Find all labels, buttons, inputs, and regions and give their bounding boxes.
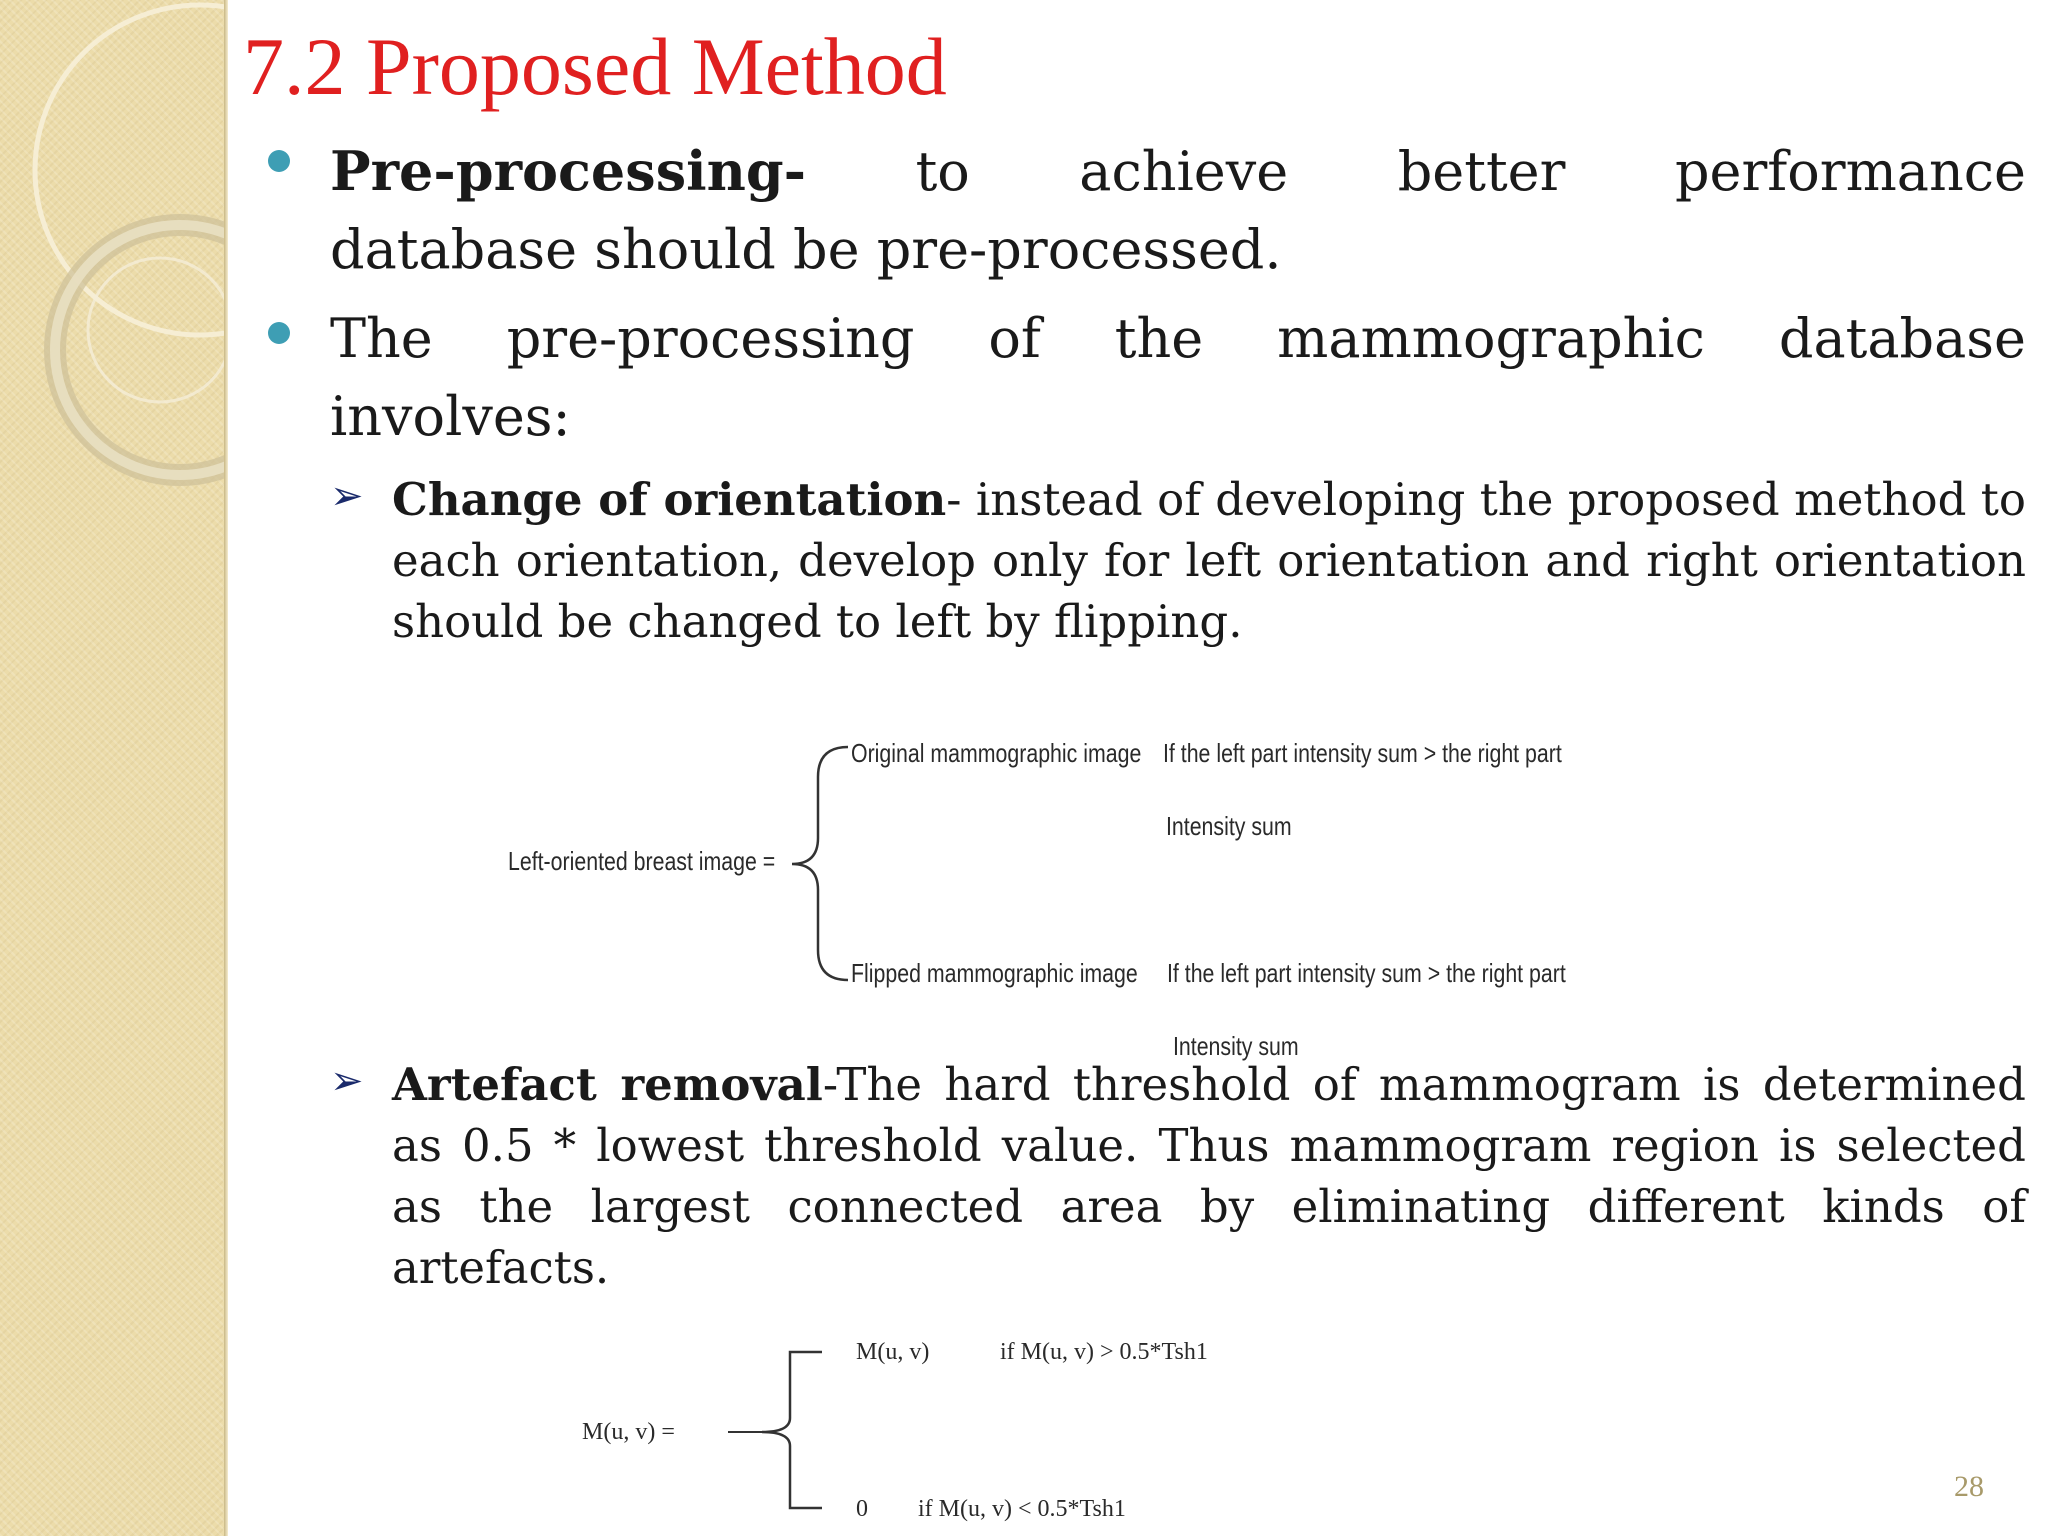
bullet-word: The bbox=[330, 307, 433, 370]
bullet-line: database should be pre-processed. bbox=[330, 218, 1282, 281]
bullet-word: the bbox=[1114, 307, 1204, 370]
sub-bullet-text: -The hard threshold of mammogram is determined as 0.5 * lowest threshold value. Thus mammogram region is selected as the largest connected area by eliminating different kinds of artefacts. bbox=[392, 1058, 2026, 1294]
bullet-word: to bbox=[915, 140, 970, 203]
orientation-case1-condition: If the left part intensity sum > the right part bbox=[1163, 738, 1562, 768]
orientation-case2-condition-cont: Intensity sum bbox=[1173, 1031, 1299, 1061]
bullet-line: involves: bbox=[330, 385, 571, 448]
orientation-case1-condition-cont: Intensity sum bbox=[1166, 811, 1292, 841]
equation-lhs: M(u, v) = bbox=[582, 1419, 675, 1445]
page-title: 7.2 Proposed Method bbox=[243, 21, 947, 112]
bullet-word: mammographic bbox=[1277, 307, 1705, 370]
bullet-bold-term: Pre-processing- bbox=[330, 139, 807, 203]
arrow-bullet-icon: ➢ bbox=[330, 1058, 364, 1104]
arrow-bullet-icon: ➢ bbox=[330, 473, 364, 519]
sub-bullet-bold-term: Change of orientation bbox=[392, 473, 947, 526]
orientation-case2-condition: If the left part intensity sum > the right part bbox=[1167, 958, 1566, 988]
orientation-lhs: Left-oriented breast image = bbox=[508, 846, 776, 876]
equation-case1-condition: if M(u, v) > 0.5*Tsh1 bbox=[1000, 1339, 1208, 1365]
bullet-word: of bbox=[988, 307, 1041, 370]
orientation-case1-value: Original mammographic image bbox=[851, 738, 1142, 768]
equation-case2-condition: if M(u, v) < 0.5*Tsh1 bbox=[918, 1496, 1126, 1522]
sub-bullet-text: - instead of developing the proposed method to each orientation, develop only for left orientation and right orientation should be changed to left by flipping. bbox=[392, 473, 2026, 648]
sub-bullet-bold-term: Artefact removal bbox=[392, 1058, 823, 1111]
bullet-word: achieve bbox=[1079, 140, 1289, 203]
equation-case2-value: 0 bbox=[856, 1496, 868, 1522]
orientation-case2-value: Flipped mammographic image bbox=[851, 958, 1138, 988]
bullet-word: database bbox=[1778, 307, 2026, 370]
sub-bullet-artefact bbox=[392, 1054, 2026, 1298]
bullet-word: performance bbox=[1674, 140, 2026, 203]
page-number: 28 bbox=[1954, 1470, 1984, 1503]
bullet-word: better bbox=[1397, 140, 1566, 203]
bullet-word: pre-processing bbox=[506, 307, 915, 370]
equation-case1-value: M(u, v) bbox=[856, 1339, 930, 1365]
